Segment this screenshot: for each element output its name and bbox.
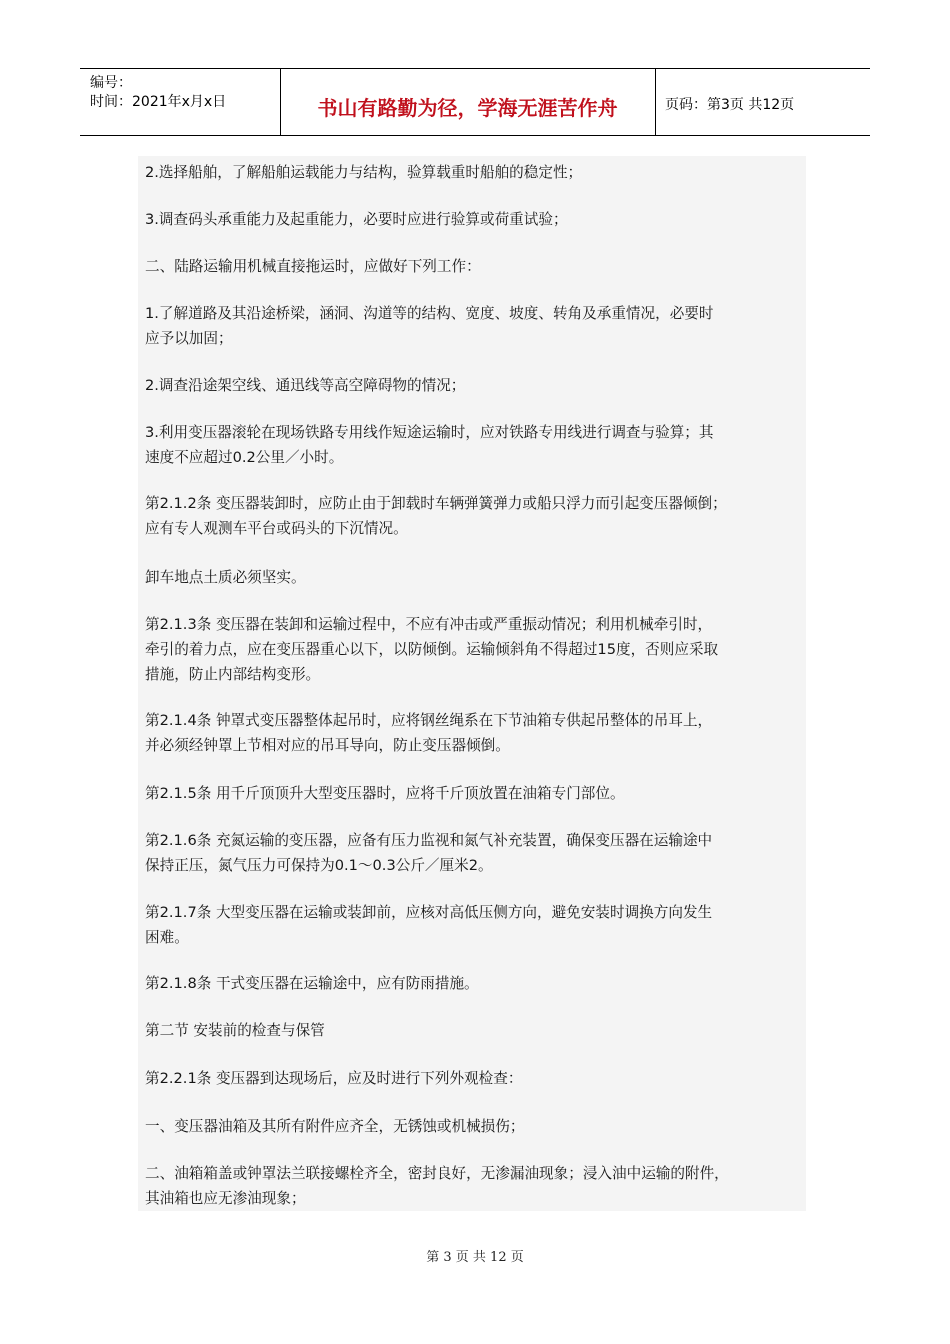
paragraph-line: 困难。 — [145, 929, 189, 946]
paragraph-line: 2.选择船舶，了解船舶运载能力与结构，验算载重时船舶的稳定性； — [145, 164, 583, 181]
paragraph-line: 第2.1.7条 大型变压器在运输或装卸前，应核对高低压侧方向，避免安装时调换方向发生 — [145, 904, 713, 921]
paragraph — [145, 900, 809, 950]
paragraph — [145, 160, 809, 185]
paragraph-line: 第2.1.2条 变压器装卸时，应防止由于卸载时车辆弹簧弹力或船只浮力而引起变压器倾倒； — [145, 495, 727, 512]
paragraph-line: 速度不应超过0.2公里／小时。 — [145, 449, 344, 466]
paragraph — [145, 1161, 809, 1211]
paragraph — [145, 301, 809, 351]
document-body — [138, 156, 806, 1211]
paragraph-line: 第2.1.3条 变压器在装卸和运输过程中，不应有冲击或严重振动情况；利用机械牵引时， — [145, 616, 713, 633]
paragraph-line: 并必须经钟罩上节相对应的吊耳导向，防止变压器倾倒。 — [145, 737, 510, 754]
paragraph-line: 二、油箱箱盖或钟罩法兰联接螺栓齐全，密封良好，无渗漏油现象；浸入油中运输的附件， — [145, 1165, 729, 1182]
paragraph-line: 应予以加固； — [145, 330, 233, 347]
paragraph-line: 2.调查沿途架空线、通迅线等高空障碍物的情况； — [145, 377, 466, 394]
paragraph — [145, 373, 809, 398]
paragraph — [145, 708, 809, 758]
paragraph-line: 3.调查码头承重能力及起重能力，必要时应进行验算或荷重试验； — [145, 211, 568, 228]
paragraph — [145, 565, 809, 590]
paragraph-line: 卸车地点土质必须坚实。 — [145, 569, 306, 586]
paragraph-line: 措施，防止内部结构变形。 — [145, 666, 321, 683]
paragraph — [145, 781, 809, 806]
paragraph-line: 牵引的着力点，应在变压器重心以下，以防倾倒。运输倾斜角不得超过15度，否则应采取 — [145, 641, 719, 658]
paragraph — [145, 254, 809, 279]
page-footer: 第 3 页 共 12 页 — [426, 1250, 524, 1265]
paragraph — [145, 612, 809, 687]
paragraph-line: 第2.1.8条 干式变压器在运输途中，应有防雨措施。 — [145, 975, 479, 992]
paragraph-line: 3.利用变压器滚轮在现场铁路专用线作短途运输时，应对铁路专用线进行调查与验算；其 — [145, 424, 714, 441]
paragraph — [145, 207, 809, 232]
paragraph — [145, 420, 809, 470]
document-date-label: 时间：2021年x月x日 — [90, 94, 227, 110]
header-motto: 书山有路勤为径，学海无涯苦作舟 — [317, 96, 618, 120]
paragraph-line: 其油箱也应无渗油现象； — [145, 1190, 306, 1207]
header-meta-cell — [80, 69, 281, 135]
paragraph-line: 第2.1.5条 用千斤顶顶升大型变压器时，应将千斤顶放置在油箱专门部位。 — [145, 785, 625, 802]
paragraph-line: 一、变压器油箱及其所有附件应齐全，无锈蚀或机械损伤； — [145, 1118, 525, 1135]
paragraph-line: 1.了解道路及其沿途桥梁，涵洞、沟道等的结构、宽度、坡度、转角及承重情况，必要时 — [145, 305, 714, 322]
paragraph-line: 第2.1.6条 充氮运输的变压器，应备有压力监视和氮气补充装置，确保变压器在运输途中 — [145, 832, 713, 849]
paragraph — [145, 1066, 809, 1091]
paragraph-line: 保持正压，氮气压力可保持为0.1～0.3公斤／厘米2。 — [145, 857, 493, 874]
paragraph — [145, 1114, 809, 1139]
paragraph — [145, 491, 809, 541]
paragraph-line: 第2.1.4条 钟罩式变压器整体起吊时，应将钢丝绳系在下节油箱专供起吊整体的吊耳上， — [145, 712, 713, 729]
header-motto-cell — [280, 69, 656, 135]
paragraph — [145, 971, 809, 996]
header-page-cell — [655, 69, 870, 135]
paragraph — [145, 828, 809, 878]
header-page-code: 页码：第3页 共12页 — [665, 97, 795, 113]
paragraph-line: 二、陆路运输用机械直接拖运时，应做好下列工作： — [145, 258, 481, 275]
section-heading — [145, 1018, 809, 1043]
document-number-label: 编号： — [90, 75, 132, 91]
paragraph-line: 第2.2.1条 变压器到达现场后，应及时进行下列外观检查： — [145, 1070, 523, 1087]
section-heading-text: 第二节 安装前的检查与保管 — [145, 1022, 325, 1039]
document-header — [80, 68, 870, 136]
paragraph-line: 应有专人观测车平台或码头的下沉情况。 — [145, 520, 408, 537]
